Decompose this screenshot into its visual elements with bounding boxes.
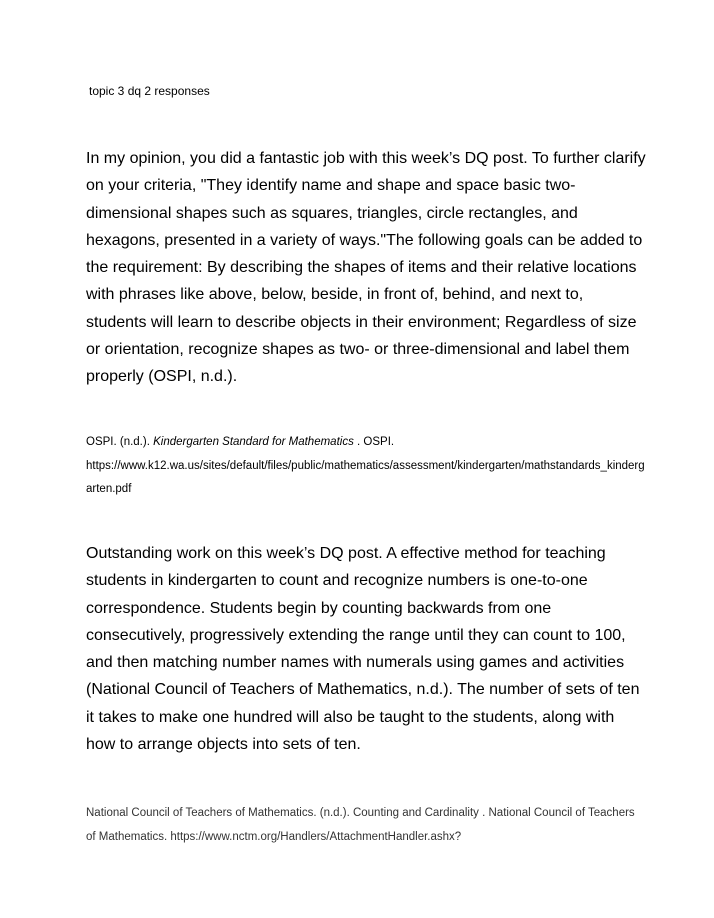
response-paragraph-2: Outstanding work on this week’s DQ post. A effective method for teaching students in kindergarten to count and recognize numbers is one-to-one correspondence. Students begin by counting backwards from one consecutively, progressively extending the range until they can count to 100, and then matching number names with numerals using games and activities (National Council of Teachers of Mathematics, n.d.). The number of sets of ten it takes to make one hundred will also be taught to the students, along with how to arrange objects into sets of ten. — [86, 545, 640, 754]
reference-2: National Council of Teachers of Mathematics. (n.d.). Counting and Cardinality . National Council of Teachers of Mathematics. https://www.nctm.org/Handlers/AttachmentHandler.ashx? — [86, 807, 635, 843]
reference-1-title: Kindergarten Standard for Mathematics — [153, 436, 354, 448]
response-paragraph-1: In my opinion, you did a fantastic job with this week’s DQ post. To further clarify on your criteria, "They identify name and shape and space basic two-dimensional shapes such as squares, triangles, circle rectangles, and hexagons, presented in a variety of ways."The following goals can be added to the requirement: By describing the shapes of items and their relative locations with phrases like above, below, beside, in front of, behind, and next to, students will learn to describe objects in their environment; Regardless of size or orientation, recognize shapes as two- or three-dimensional and label them properly (OSPI, n.d.). — [86, 150, 646, 386]
reference-1-prefix: OSPI. (n.d.). — [86, 436, 154, 448]
reference-1 — [86, 431, 646, 502]
reference-1-suffix: . OSPI. — [353, 436, 395, 448]
document-title: topic 3 dq 2 responses — [89, 84, 210, 98]
reference-1-url: https://www.k12.wa.us/sites/default/files/public/mathematics/assessment/kindergarten/mathstandards_kindergarten.pdf — [86, 459, 645, 495]
